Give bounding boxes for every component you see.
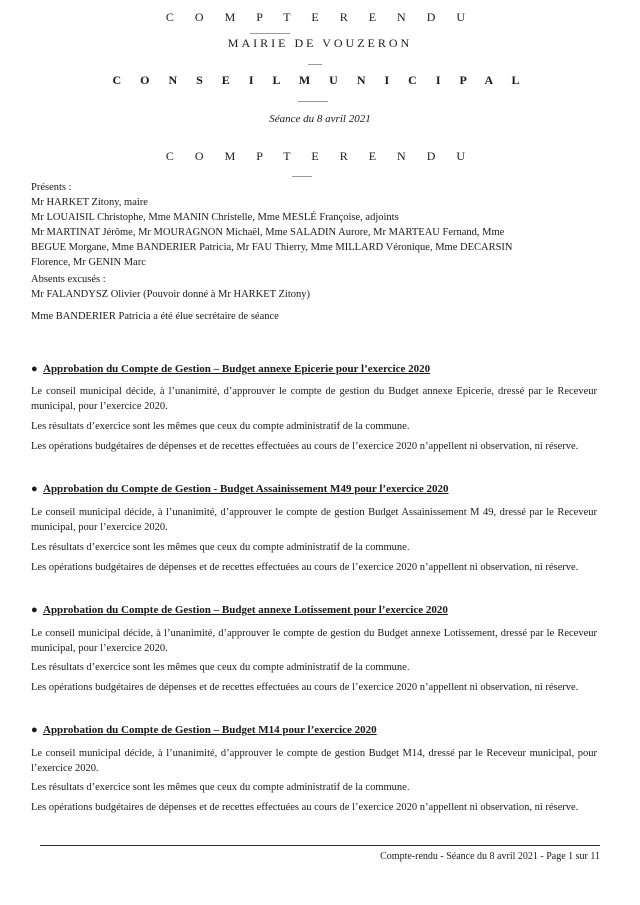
section-title: Approbation du Compte de Gestion – Budget M14 pour l’exercice 2020 <box>43 724 377 736</box>
section-paragraph: Les résultats d’exercice sont les mêmes que ceux du compte administratif de la commune. <box>31 542 410 553</box>
section-paragraph: Les opérations budgétaires de dépenses et de recettes effectuées au cours de l’exercice 2020 n’appellent ni observation, ni réserve. <box>31 682 579 693</box>
header-dash <box>308 64 322 65</box>
section-paragraph: Les opérations budgétaires de dépenses et de recettes effectuées au cours de l’exercice 2020 n’appellent ni observation, ni réserve. <box>31 802 579 813</box>
header-dash <box>298 101 328 102</box>
header-seance-date: Séance du 8 avril 2021 <box>269 113 371 125</box>
absent-entry: Mr FALANDYSZ Olivier (Pouvoir donné à Mr HARKET Zitony) <box>31 289 311 300</box>
section-paragraph: Les résultats d’exercice sont les mêmes que ceux du compte administratif de la commune. <box>31 662 410 673</box>
section-paragraph: Les résultats d’exercice sont les mêmes que ceux du compte administratif de la commune. <box>31 782 410 793</box>
section-heading <box>31 363 430 375</box>
bullet-icon: ● <box>31 363 38 375</box>
presents-adjoints: Mr LOUAISIL Christophe, Mme MANIN Christelle, Mme MESLÉ Françoise, adjoints <box>31 212 399 223</box>
absents-label: Absents excusés : <box>31 274 106 285</box>
section-paragraph: Les résultats d’exercice sont les mêmes que ceux du compte administratif de la commune. <box>31 421 410 432</box>
header-dash <box>250 33 290 34</box>
bullet-icon: ● <box>31 724 38 736</box>
section-heading <box>31 604 448 616</box>
footer-divider <box>40 845 600 846</box>
section-paragraph: Le conseil municipal décide, à l’unanimité, d’approuver le compte de gestion Budget M14, dressé par le Receveur municipal, pour l’exercice 2020. <box>31 748 597 774</box>
page-footer: Compte-rendu - Séance du 8 avril 2021 - Page 1 sur 11 <box>380 851 600 862</box>
section-paragraph: Le conseil municipal décide, à l’unanimité, d’approuver le compte de gestion du Budget annexe Epicerie, dressé par le Receveur municipal, pour l’exercice 2020. <box>31 386 597 412</box>
section-paragraph: Les opérations budgétaires de dépenses et de recettes effectuées au cours de l’exercice 2020 n’appellent ni observation, ni réserve. <box>31 562 579 573</box>
header-mairie: MAIRIE DE VOUZERON <box>227 36 413 50</box>
section-title: Approbation du Compte de Gestion – Budget annexe Lotissement pour l’exercice 2020 <box>43 604 448 616</box>
section-paragraph: Les opérations budgétaires de dépenses et de recettes effectuées au cours de l’exercice 2020 n’appellent ni observation, ni réserve. <box>31 441 579 452</box>
header-dash <box>292 176 312 177</box>
section-heading <box>31 724 377 736</box>
section-title: Approbation du Compte de Gestion - Budget Assainissement M49 pour l’exercice 2020 <box>43 483 449 495</box>
secretaire-de-seance: Mme BANDERIER Patricia a été élue secrétaire de séance <box>31 311 279 322</box>
presents-conseillers-line2: BEGUE Morgane, Mme BANDERIER Patricia, Mr FAU Thierry, Mme MILLARD Véronique, Mme DECARSIN <box>31 242 513 253</box>
section-paragraph: Le conseil municipal décide, à l’unanimité, d’approuver le compte de gestion du Budget annexe Lotissement, dressé par le Receveur municipal, pour l’exercice 2020. <box>31 628 597 654</box>
header-conseil-municipal: C O N S E I L M U N I C I P A L <box>112 73 528 87</box>
presents-label: Présents : <box>31 182 72 193</box>
header-compte-rendu-top: C O M P T E R E N D U <box>165 10 475 24</box>
section-heading <box>31 483 448 495</box>
presents-conseillers-line1: Mr MARTINAT Jérôme, Mr MOURAGNON Michaël, Mme SALADIN Aurore, Mr MARTEAU Fernand, Mme <box>31 227 505 238</box>
section-title: Approbation du Compte de Gestion – Budget annexe Epicerie pour l’exercice 2020 <box>43 363 431 375</box>
section-paragraph: Le conseil municipal décide, à l’unanimité, d’approuver le compte de gestion Budget Assainissement M 49, dressé par le Receveur municipal, pour l’exercice 2020. <box>31 507 597 533</box>
bullet-icon: ● <box>31 483 38 495</box>
header-compte-rendu-bottom: C O M P T E R E N D U <box>165 149 475 163</box>
bullet-icon: ● <box>31 604 38 616</box>
presents-conseillers-line3: Florence, Mr GENIN Marc <box>31 257 146 268</box>
presents-maire: Mr HARKET Zitony, maire <box>31 197 148 208</box>
